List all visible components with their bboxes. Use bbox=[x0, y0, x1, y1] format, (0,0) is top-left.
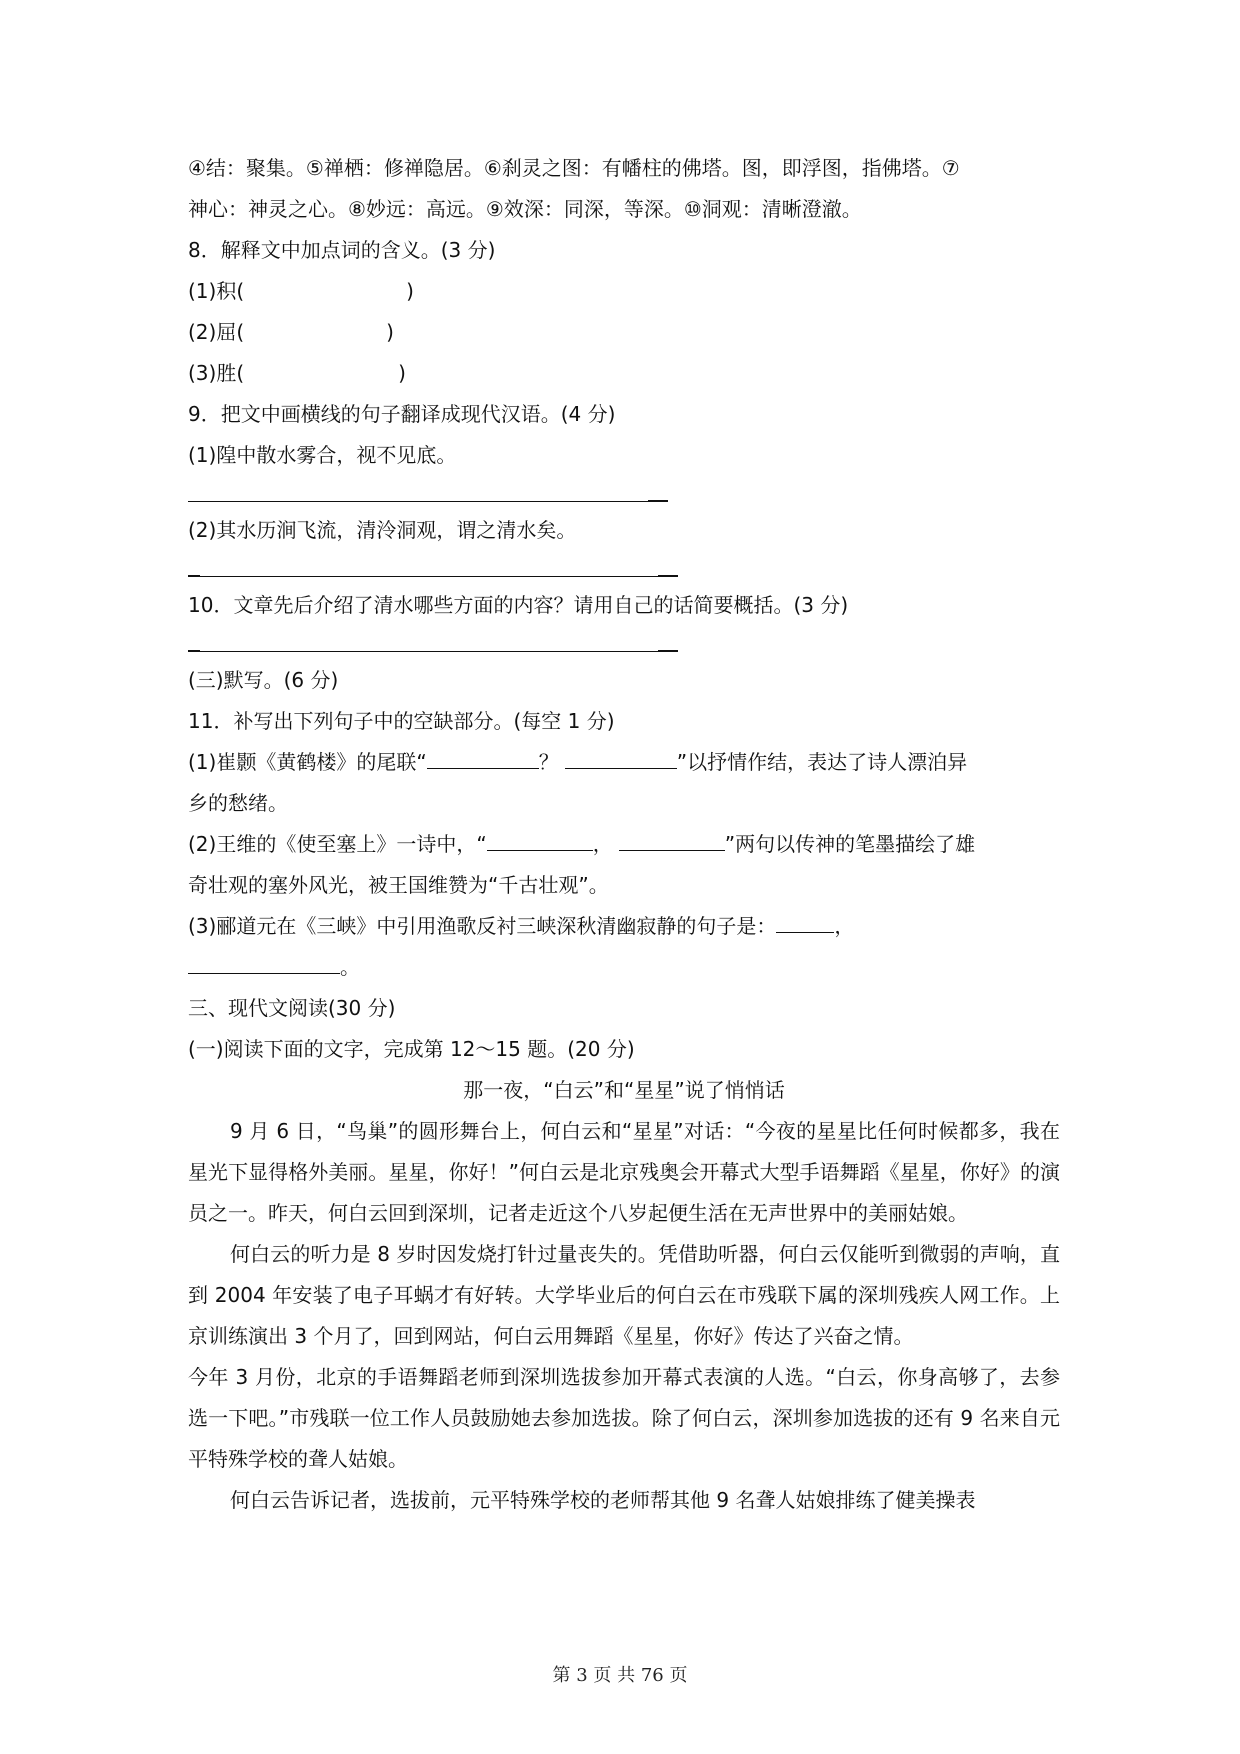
text-fragment: ”两句以传神的笔墨描绘了雄 bbox=[724, 832, 976, 856]
question-8-item-1 bbox=[188, 271, 1060, 312]
question-11-part-1 bbox=[188, 742, 1060, 783]
question-11-part-2-cont: 奇壮观的塞外风光，被王国维赞为“千古壮观”。 bbox=[188, 873, 609, 897]
question-8-title: 8．解释文中加点词的含义。(3 分) bbox=[188, 238, 496, 262]
item-close: ) bbox=[406, 279, 414, 303]
question-9-sentence-2: (2)其水历涧飞流，清泠洞观，谓之清水矣。 bbox=[188, 518, 577, 542]
fill-blank[interactable] bbox=[776, 910, 834, 933]
text-fragment: (1)崔颢《黄鹤楼》的尾联“ bbox=[188, 750, 427, 774]
fill-blank[interactable] bbox=[487, 828, 593, 851]
article-paragraph: 今年 3 月份，北京的手语舞蹈老师到深圳选拔参加开幕式表演的人选。“白云，你身高够了，去参选一下吧。”市残联一位工作人员鼓励她去参加选拔。除了何白云，深圳参加选拔的还有 9 名来自元平特殊学校的聋人姑娘。 bbox=[188, 1365, 1060, 1471]
question-11-part-1-cont: 乡的愁绪。 bbox=[188, 791, 288, 815]
article-paragraph: 何白云告诉记者，选拔前，元平特殊学校的老师帮其他 9 名聋人姑娘排练了健美操表 bbox=[230, 1488, 976, 1512]
item-open: (3)胜( bbox=[188, 361, 245, 385]
text-fragment: (2)王维的《使至塞上》一诗中，“ bbox=[188, 832, 487, 856]
question-11-part-3 bbox=[188, 906, 1060, 947]
text-fragment: ”以抒情作结，表达了诗人漂泊异 bbox=[676, 750, 968, 774]
question-11-part-3-cont bbox=[188, 947, 1060, 988]
section-dictation-title: (三)默写。(6 分) bbox=[188, 668, 339, 692]
question-8-item-2 bbox=[188, 312, 1060, 353]
text-fragment: (3)郦道元在《三峡》中引用渔歌反衬三峡深秋清幽寂静的句子是： bbox=[188, 914, 777, 938]
notes-line-1: ④结：聚集。⑤禅栖：修禅隐居。⑥刹灵之图：有幡柱的佛塔。图，即浮图，指佛塔。⑦ bbox=[188, 156, 960, 180]
text-fragment: 。 bbox=[340, 955, 360, 979]
question-10-title: 10．文章先后介绍了清水哪些方面的内容？请用自己的话简要概括。(3 分) bbox=[188, 593, 849, 617]
item-open: (2)屈( bbox=[188, 320, 245, 344]
text-fragment: ？ bbox=[538, 750, 559, 774]
notes-line-2: 神心：神灵之心。⑧妙远：高远。⑨效深：同深，等深。⑩洞观：清晰澄澈。 bbox=[188, 197, 862, 221]
fill-blank[interactable] bbox=[619, 828, 725, 851]
article-paragraph: 9 月 6 日，“鸟巢”的圆形舞台上，何白云和“星星”对话：“今夜的星星比任何时候都多，我在星光下显得格外美丽。星星，你好！”何白云是北京残奥会开幕式大型手语舞蹈《星星，你好》的演员之一。昨天，何白云回到深圳，记者走近这个八岁起便生活在无声世界中的美丽姑娘。 bbox=[188, 1119, 1060, 1225]
question-8-item-3 bbox=[188, 353, 1060, 394]
article-paragraph: 何白云的听力是 8 岁时因发烧打针过量丧失的。凭借助听器，何白云仅能听到微弱的声响，直到 2004 年安装了电子耳蜗才有好转。大学毕业后的何白云在市残联下属的深圳残疾人网工作。上京训练演出 3 个月了，回到网站，何白云用舞蹈《星星，你好》传达了兴奋之情。 bbox=[188, 1242, 1060, 1348]
article-title: 那一夜，“白云”和“星星”说了悄悄话 bbox=[463, 1078, 785, 1102]
fill-blank[interactable] bbox=[427, 746, 539, 769]
page-footer: 第 3 页 共 76 页 bbox=[552, 1665, 688, 1686]
item-open: (1)积( bbox=[188, 279, 245, 303]
question-11-part-2 bbox=[188, 824, 1060, 865]
question-9-title: 9．把文中画横线的句子翻译成现代汉语。(4 分) bbox=[188, 402, 616, 426]
question-9-sentence-1: (1)隍中散水雾合，视不见底。 bbox=[188, 443, 457, 467]
part-3-title: 三、现代文阅读(30 分) bbox=[188, 996, 396, 1020]
answer-line[interactable] bbox=[188, 551, 1060, 585]
document-body bbox=[188, 148, 1060, 1521]
fill-blank[interactable] bbox=[565, 746, 677, 769]
item-close: ) bbox=[386, 320, 394, 344]
item-close: ) bbox=[398, 361, 406, 385]
question-11-title: 11．补写出下列句子中的空缺部分。(每空 1 分) bbox=[188, 709, 615, 733]
part-3-subtitle: (一)阅读下面的文字，完成第 12～15 题。(20 分) bbox=[188, 1037, 635, 1061]
answer-line[interactable] bbox=[188, 476, 1060, 510]
answer-line[interactable] bbox=[188, 626, 1060, 660]
text-fragment: ， bbox=[834, 914, 855, 938]
fill-blank[interactable] bbox=[188, 951, 340, 974]
text-fragment: ， bbox=[592, 832, 613, 856]
